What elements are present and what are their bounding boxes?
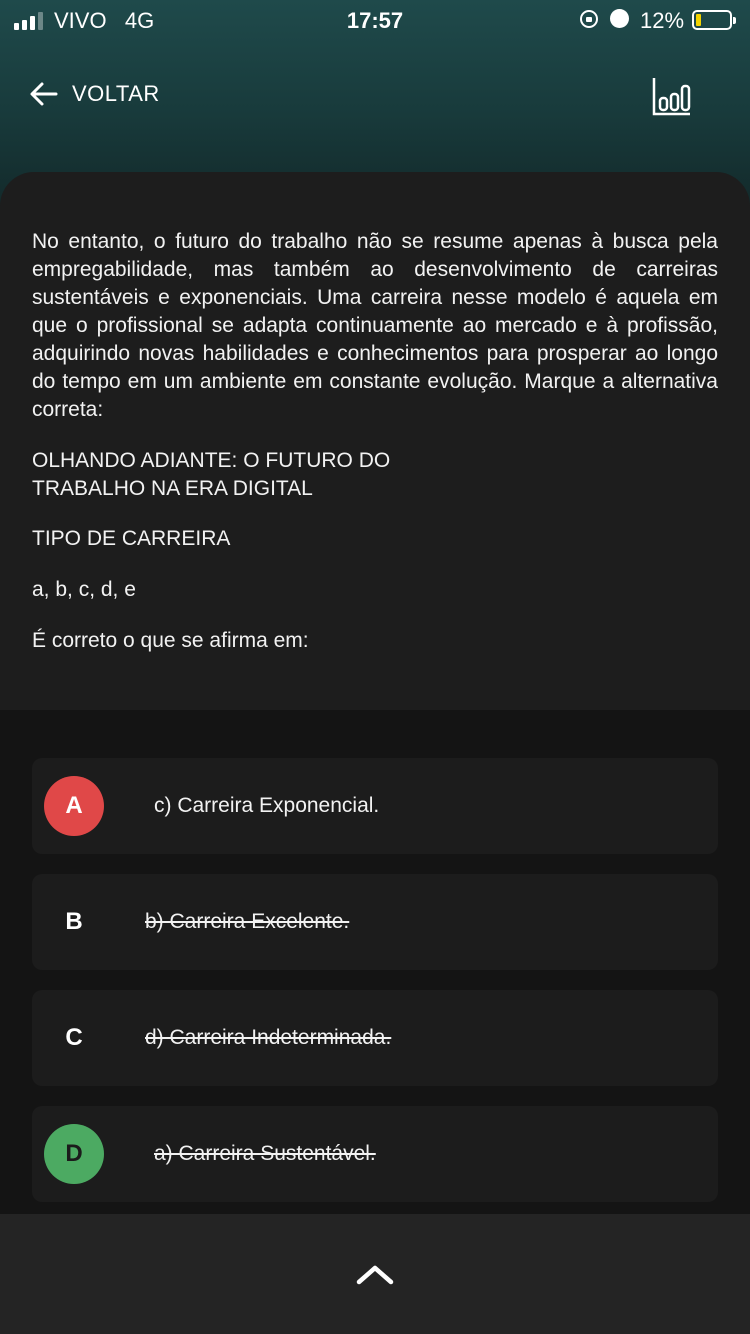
expand-button[interactable]: [350, 1256, 400, 1290]
question-text: No entanto, o futuro do trabalho não se resume apenas à busca pela empregabilidade, mas também ao desenvolvimento de carreiras sustentáveis e exponenciais. Uma carreira nesse modelo é aquela em que o profissional se adapta continuamente ao mercado e à profissão, adquirindo novas habilidades e conhecimentos para prosperar ao longo do tempo em um ambiente em constante evolução. Marque a alternativa correta:: [32, 230, 718, 421]
option-c[interactable]: [32, 990, 718, 1086]
option-a[interactable]: [32, 758, 718, 854]
question-heading: [32, 447, 390, 503]
option-text: a) Carreira Sustentável.: [154, 1142, 376, 1165]
option-d[interactable]: [32, 1106, 718, 1202]
status-bar: [0, 0, 750, 40]
option-letter: D: [44, 1124, 104, 1184]
question-subheading: TIPO DE CARREIRA: [32, 527, 231, 550]
question-letters: a, b, c, d, e: [32, 578, 136, 601]
battery-icon: [692, 10, 732, 30]
orientation-lock-icon: [580, 10, 598, 28]
question-heading-line1: OLHANDO ADIANTE: O FUTURO DO: [32, 449, 391, 472]
question-card: [0, 172, 750, 710]
bar-chart-icon: [652, 76, 692, 116]
stats-button[interactable]: [652, 76, 692, 116]
option-letter: B: [65, 908, 83, 935]
option-letter: A: [44, 776, 104, 836]
carrier-label: VIVO 4G: [54, 8, 155, 33]
option-text: d) Carreira Indeterminada.: [145, 1026, 392, 1049]
back-button[interactable]: [28, 78, 160, 110]
clock: 17:57: [346, 8, 404, 33]
arrow-left-icon: [28, 78, 60, 110]
option-letter: C: [65, 1024, 83, 1051]
option-b[interactable]: [32, 874, 718, 970]
chevron-up-icon: [350, 1256, 400, 1290]
battery-percentage: 12%: [640, 8, 685, 33]
question-prompt: É correto o que se afirma em:: [32, 629, 309, 652]
option-text: c) Carreira Exponencial.: [154, 794, 380, 817]
alarm-icon: [610, 9, 629, 28]
bottom-bar: [0, 1214, 750, 1334]
back-label: VOLTAR: [72, 81, 160, 106]
question-heading-line2: TRABALHO NA ERA DIGITAL: [32, 477, 313, 500]
option-text: b) Carreira Excelente.: [145, 910, 350, 933]
